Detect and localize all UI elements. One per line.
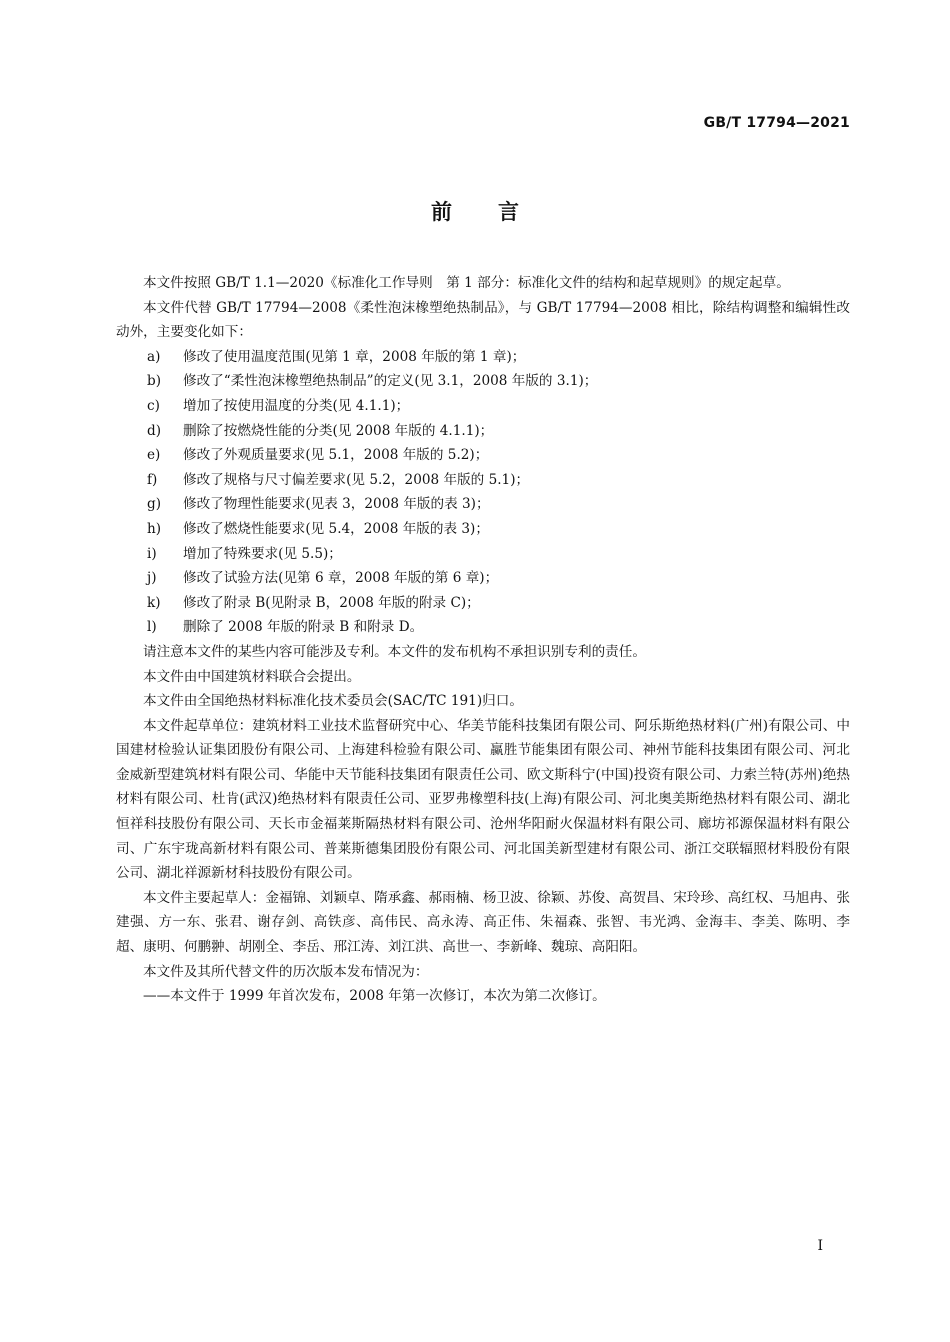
list-item-label: l) bbox=[147, 619, 157, 636]
list-item bbox=[116, 345, 850, 370]
list-item-text: 修改了物理性能要求(见表 3，2008 年版的表 3)； bbox=[183, 496, 490, 513]
list-item bbox=[116, 542, 850, 567]
list-item-text: 删除了按燃烧性能的分类(见 2008 年版的 4.1.1)； bbox=[183, 422, 494, 439]
list-item bbox=[116, 369, 850, 394]
page-number: I bbox=[817, 1238, 823, 1254]
list-item bbox=[116, 394, 850, 419]
list-item-text: 修改了外观质量要求(见 5.1，2008 年版的 5.2)； bbox=[183, 447, 489, 464]
list-item-label: d) bbox=[147, 422, 162, 439]
list-item bbox=[116, 517, 850, 542]
list-item bbox=[116, 615, 850, 640]
drafting-units: 本文件起草单位：建筑材料工业技术监督研究中心、华美节能科技集团有限公司、阿乐斯绝热材料(广州)有限公司、中国建材检验认证集团股份有限公司、上海建科检验有限公司、赢胜节能集团有限公司、神州节能科技集团有限公司、河北金威新型建筑材料有限公司、华能中天节能科技集团有限责任公司、欧文斯科宁(中国)投资有限公司、力索兰特(苏州)绝热材料有限公司、杜肯(武汉)绝热材料有限责任公司、亚罗弗橡塑科技(上海)有限公司、河北奥美斯绝热材料有限公司、湖北恒祥科技股份有限公司、天长市金福莱斯隔热材料有限公司、沧州华阳耐火保温材料有限公司、廊坊祁源保温材料有限公司、广东宇珑高新材料有限公司、普莱斯德集团股份有限公司、河北国美新型建材有限公司、浙江交联辐照材料股份有限公司、湖北祥源新材科技股份有限公司。 bbox=[116, 717, 850, 882]
list-item-label: f) bbox=[147, 471, 158, 488]
intro-paragraph-2: 本文件代替 GB/T 17794—2008《柔性泡沫橡塑绝热制品》，与 GB/T 17794—2008 相比，除结构调整和编辑性改动外，主要变化如下： bbox=[116, 299, 850, 341]
history-intro: 本文件及其所代替文件的历次版本发布情况为： bbox=[143, 963, 429, 980]
intro-paragraph-1: 本文件按照 GB/T 1.1—2020《标准化工作导则 第 1 部分：标准化文件的结构和起草规则》的规定起草。 bbox=[143, 275, 790, 291]
history-item: ——本文件于 1999 年首次发布，2008 年第一次修订，本次为第二次修订。 bbox=[143, 988, 606, 1005]
list-item bbox=[116, 591, 850, 616]
list-item-label: c) bbox=[147, 397, 160, 414]
list-item bbox=[116, 566, 850, 591]
list-item bbox=[116, 419, 850, 444]
list-item-text: 修改了“柔性泡沫橡塑绝热制品”的定义(见 3.1，2008 年版的 3.1)； bbox=[183, 373, 598, 390]
patent-notice: 请注意本文件的某些内容可能涉及专利。本文件的发布机构不承担识别专利的责任。 bbox=[143, 643, 646, 660]
list-item-text: 修改了燃烧性能要求(见 5.4，2008 年版的表 3)； bbox=[183, 520, 489, 537]
centralized-by: 本文件由全国绝热材料标准化技术委员会(SAC/TC 191)归口。 bbox=[143, 693, 523, 710]
list-item-text: 增加了特殊要求(见 5.5)； bbox=[183, 545, 342, 562]
list-item-label: i) bbox=[147, 545, 157, 562]
changes-list bbox=[116, 345, 850, 640]
list-item-label: b) bbox=[147, 373, 162, 390]
list-item-label: j) bbox=[147, 570, 157, 587]
page-title: 前言 bbox=[431, 200, 565, 224]
list-item-text: 修改了规格与尺寸偏差要求(见 5.2，2008 年版的 5.1)； bbox=[183, 471, 530, 488]
list-item-text: 删除了 2008 年版的附录 B 和附录 D。 bbox=[183, 619, 424, 636]
list-item-text: 增加了按使用温度的分类(见 4.1.1)； bbox=[183, 397, 410, 414]
standard-number: GB/T 17794—2021 bbox=[703, 115, 850, 131]
list-item bbox=[116, 443, 850, 468]
list-item-text: 修改了使用温度范围(见第 1 章，2008 年版的第 1 章)； bbox=[183, 348, 526, 365]
foreword-body bbox=[116, 271, 850, 1009]
list-item-label: a) bbox=[147, 348, 161, 365]
list-item-text: 修改了附录 B(见附录 B，2008 年版的附录 C)； bbox=[183, 594, 480, 611]
proposed-by: 本文件由中国建筑材料联合会提出。 bbox=[143, 668, 361, 685]
list-item-label: k) bbox=[147, 594, 161, 611]
drafters: 本文件主要起草人：金福锦、刘颖卓、隋承鑫、郝雨楠、杨卫波、徐颖、苏俊、高贺昌、宋玲珍、高红权、马旭冉、张建强、方一东、张君、谢存剑、高铁彦、高伟民、高永涛、高正伟、朱福森、张智、韦光鸿、金海丰、李美、陈明、李超、康明、何鹏翀、胡刚全、李岳、邢江涛、刘江洪、高世一、李新峰、魏琼、高阳阳。 bbox=[116, 889, 850, 956]
list-item-label: g) bbox=[147, 496, 162, 513]
list-item-text: 修改了试验方法(见第 6 章，2008 年版的第 6 章)； bbox=[183, 570, 499, 587]
list-item bbox=[116, 492, 850, 517]
list-item-label: h) bbox=[147, 520, 162, 537]
list-item bbox=[116, 468, 850, 493]
list-item-label: e) bbox=[147, 447, 161, 464]
